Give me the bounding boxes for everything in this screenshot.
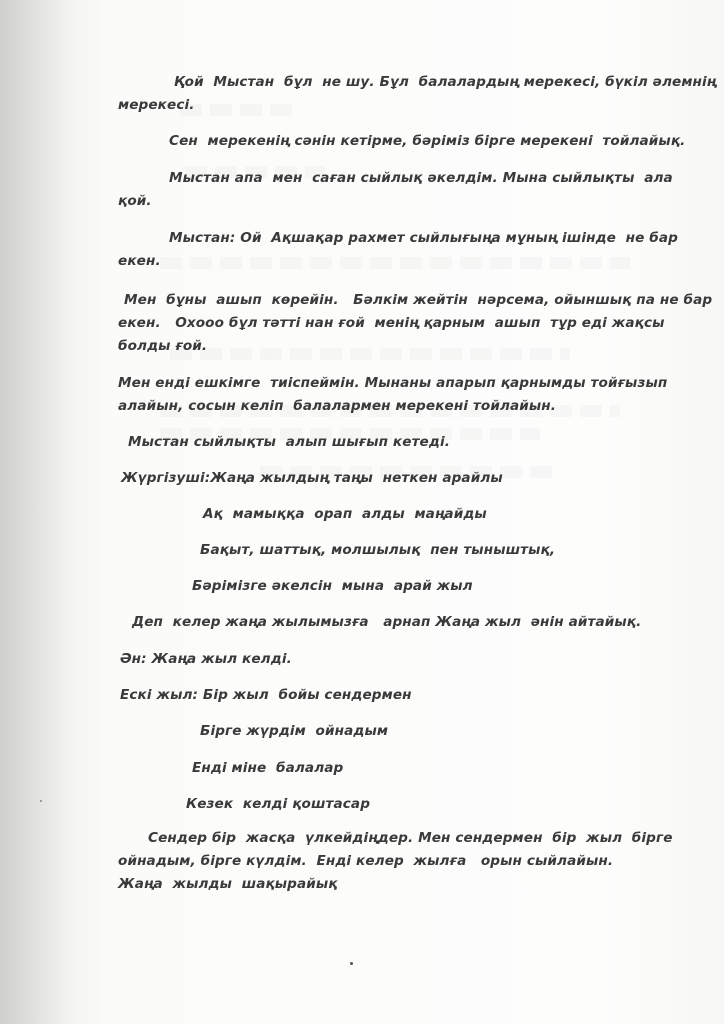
text-line: Кезек келді қоштасар [186, 796, 371, 812]
text-line: Мен бұны ашып көрейін. Бәлкім жейтін нәрсема, ойыншық па не бар [124, 292, 713, 308]
text-line: Жаңа жылды шақырайық [118, 876, 338, 892]
text-line: қой. [118, 193, 152, 209]
bleed-through-mark [180, 104, 300, 116]
text-line: Енді міне балалар [192, 760, 344, 776]
dust-speck [40, 800, 42, 802]
text-line: Сендер бір жасқа үлкейдіңдер. Мен сендермен бір жыл бірге [148, 830, 673, 846]
text-line: алайын, сосын келіп балалармен мерекені тойлайын. [118, 398, 557, 414]
text-line: Мыстан сыйлықты алып шығып кетеді. [128, 434, 450, 450]
text-line: екен. Охооо бұл тәтті нан ғой менің қарным ашып тұр еді жақсы [118, 315, 665, 331]
text-line: Бақыт, шаттық, молшылық пен тыныштық, [200, 542, 556, 558]
text-line: екен. [118, 253, 161, 269]
text-line: Жүргізуші:Жаңа жылдың таңы неткен арайлы [121, 470, 503, 486]
text-line: Деп келер жаңа жылымызға арнап Жаңа жыл әнін айтайық. [132, 614, 642, 630]
text-line: Мыстан: Ой Ақшақар рахмет сыйлығыңа мұның ішінде не бар [169, 230, 679, 246]
text-line: болды ғой. [118, 338, 208, 354]
text-line: Ән: Жаңа жыл келді. [120, 651, 292, 667]
text-line: Қой Мыстан бұл не шу. Бұл балалардың мерекесі, бүкіл әлемнің [174, 74, 717, 90]
text-line: Бәрімізге әкелсін мына арай жыл [192, 578, 473, 594]
text-line: Мен енді ешкімге тиіспеймін. Мынаны апарып қарнымды тойғызып [118, 375, 668, 391]
text-line: Ақ мамыққа орап алды маңайды [203, 506, 487, 522]
dust-speck [350, 962, 353, 965]
page-edge-shadow [0, 0, 70, 1024]
text-line: ойнадым, бірге күлдім. Енді келер жылға орын сыйлайын. [118, 853, 614, 869]
text-line: Сен мерекенің сәнін кетірме, бәріміз бірге мерекені тойлайық. [169, 133, 686, 149]
text-line: Мыстан апа мен саған сыйлық әкелдім. Мына сыйлықты ала [169, 170, 673, 186]
text-line: Ескі жыл: Бір жыл бойы сендермен [120, 687, 412, 703]
bleed-through-mark [170, 348, 570, 360]
text-line: Бірге жүрдім ойнадым [200, 723, 389, 739]
bleed-through-mark [160, 257, 630, 269]
text-line: мерекесі. [118, 97, 195, 113]
